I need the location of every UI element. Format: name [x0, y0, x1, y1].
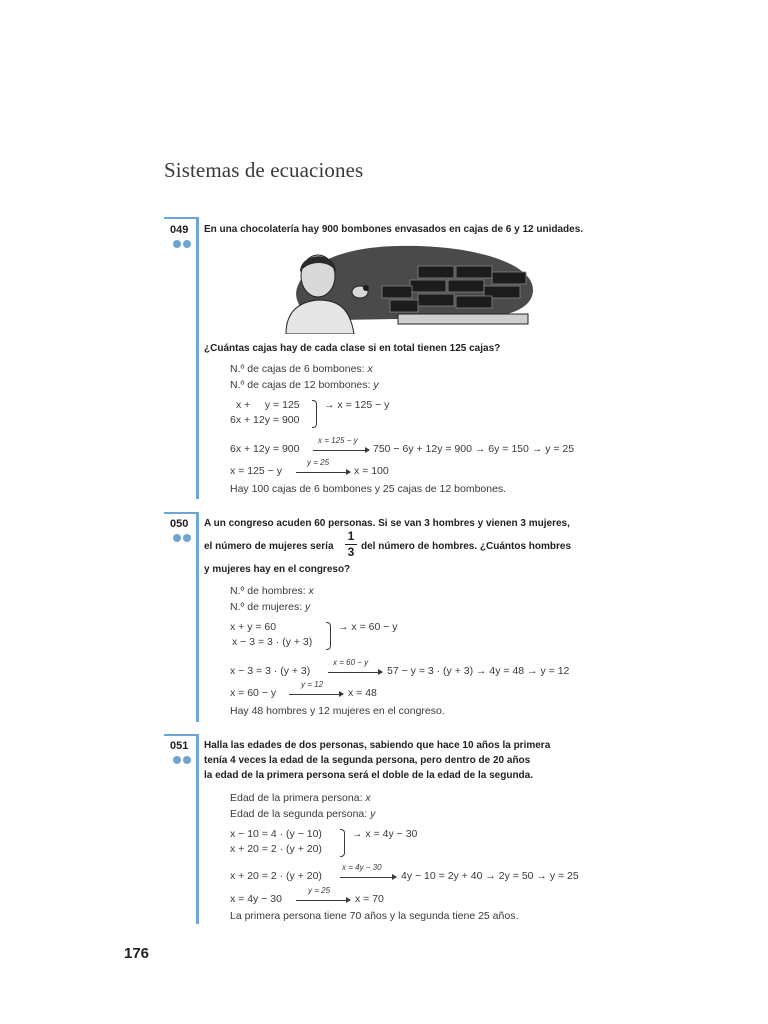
variable-label: N.º de mujeres: [230, 601, 306, 613]
substitution-right: x = 100 [354, 465, 389, 477]
substitution-left: x = 125 − y [230, 465, 282, 477]
chocolate-shop-illustration [278, 242, 536, 334]
substitution-right: 57 − y = 3 · (y + 3) → 4y = 48 → y = 12 [387, 665, 570, 677]
problem-statement: la edad de la primera persona será el doble de la edad de la segunda. [204, 770, 534, 781]
system-result: → x = 125 − y [324, 399, 390, 411]
answer: La primera persona tiene 70 años y la segunda tiene 25 años. [230, 910, 519, 922]
substitution-arrow [340, 877, 396, 878]
system-brace [312, 400, 317, 428]
substitution-arrow [328, 672, 382, 673]
substitution-right: x = 48 [348, 687, 377, 699]
substitution-left: x + 20 = 2 · (y + 20) [230, 870, 322, 882]
substitution-right: 4y − 10 = 2y + 40 → 2y = 50 → y = 25 [401, 870, 579, 882]
substitution-label: x = 60 − y [333, 658, 369, 667]
problem-divider [164, 512, 198, 514]
system-result: → x = 4y − 30 [352, 828, 418, 840]
fraction-denominator: 3 [347, 545, 355, 559]
problem-margin-rule [196, 734, 199, 924]
substitution-arrow [296, 472, 350, 473]
difficulty-dot [173, 240, 181, 248]
substitution-left: x − 3 = 3 · (y + 3) [230, 665, 311, 677]
problem-statement: En una chocolatería hay 900 bombones envasados en cajas de 6 y 12 unidades. [204, 224, 584, 235]
substitution-label: y = 12 [301, 680, 324, 689]
difficulty-dots [173, 240, 193, 248]
variable-symbol: x [308, 585, 314, 597]
substitution-arrow [296, 900, 350, 901]
variable-line [230, 808, 375, 821]
difficulty-dots [173, 756, 193, 764]
substitution-label: x = 125 − y [318, 436, 358, 445]
variable-line [230, 363, 373, 376]
difficulty-dot [173, 756, 181, 764]
system-equation-2: x − 3 = 3 · (y + 3) [232, 636, 313, 648]
difficulty-dot [183, 240, 191, 248]
problem-statement: y mujeres hay en el congreso? [204, 564, 351, 575]
problem-question: ¿Cuántas cajas hay de cada clase si en total tienen 125 cajas? [204, 343, 501, 354]
page-title: Sistemas de ecuaciones [164, 158, 364, 182]
variable-line [230, 601, 310, 614]
difficulty-dot [183, 534, 191, 542]
substitution-left: x = 60 − y [230, 687, 277, 699]
difficulty-dot [173, 534, 181, 542]
variable-line [230, 792, 371, 805]
system-brace [340, 829, 345, 857]
variable-label: N.º de hombres: [230, 585, 309, 597]
page-number: 176 [124, 945, 150, 962]
variable-symbol: x [367, 363, 373, 375]
problem-margin-rule [196, 217, 199, 499]
substitution-right: 750 − 6y + 12y = 900 → 6y = 150 → y = 25 [373, 443, 575, 455]
variable-label: N.º de cajas de 12 bombones: [230, 379, 374, 391]
difficulty-dot [183, 756, 191, 764]
variable-label: Edad de la segunda persona: [230, 808, 371, 820]
substitution-right: x = 70 [355, 893, 384, 905]
problem-number: 051 [170, 740, 189, 752]
variable-symbol: x [365, 792, 371, 804]
variable-symbol: y [373, 379, 379, 391]
counter [398, 314, 528, 324]
difficulty-dots [173, 534, 193, 542]
substitution-left: 6x + 12y = 900 [230, 443, 300, 455]
variable-symbol: y [370, 808, 376, 820]
variable-symbol: y [305, 601, 311, 613]
fraction-numerator: 1 [347, 529, 355, 543]
variable-line [230, 379, 379, 392]
substitution-left: x = 4y − 30 [230, 893, 282, 905]
problem-statement: A un congreso acuden 60 personas. Si se van 3 hombres y vienen 3 mujeres, [204, 518, 570, 529]
system-equation-1: x + y = 60 [230, 621, 277, 633]
problem-statement: del número de hombres. ¿Cuántos hombres [361, 541, 572, 552]
variable-line [230, 585, 314, 598]
answer: Hay 100 cajas de 6 bombones y 25 cajas de 12 bombones. [230, 483, 507, 495]
system-equation-2: x + 20 = 2 · (y + 20) [230, 843, 322, 855]
variable-label: N.º de cajas de 6 bombones: [230, 363, 368, 375]
problem-statement: tenía 4 veces la edad de la segunda persona, pero dentro de 20 años [204, 755, 531, 766]
problem-statement: el número de mujeres sería [204, 541, 334, 552]
problem-divider [164, 217, 198, 219]
system-result: → x = 60 − y [338, 621, 398, 633]
system-equation-2: 6x + 12y = 900 [230, 414, 300, 426]
problem-number: 049 [170, 224, 189, 236]
variable-label: Edad de la primera persona: [230, 792, 366, 804]
fraction [345, 530, 357, 559]
system-brace [326, 622, 331, 650]
problem-number: 050 [170, 518, 189, 530]
system-equation-1: x − 10 = 4 · (y − 10) [230, 828, 322, 840]
substitution-arrow [289, 694, 343, 695]
problem-margin-rule [196, 512, 199, 722]
problem-divider [164, 734, 198, 736]
substitution-arrow [313, 450, 369, 451]
problem-statement: Halla las edades de dos personas, sabiendo que hace 10 años la primera [204, 740, 551, 751]
system-equation-1: x + y = 125 [236, 399, 300, 411]
substitution-label: x = 4y − 30 [342, 863, 382, 872]
substitution-label: y = 25 [307, 458, 330, 467]
answer: Hay 48 hombres y 12 mujeres en el congreso. [230, 705, 445, 717]
substitution-label: y = 25 [308, 886, 331, 895]
